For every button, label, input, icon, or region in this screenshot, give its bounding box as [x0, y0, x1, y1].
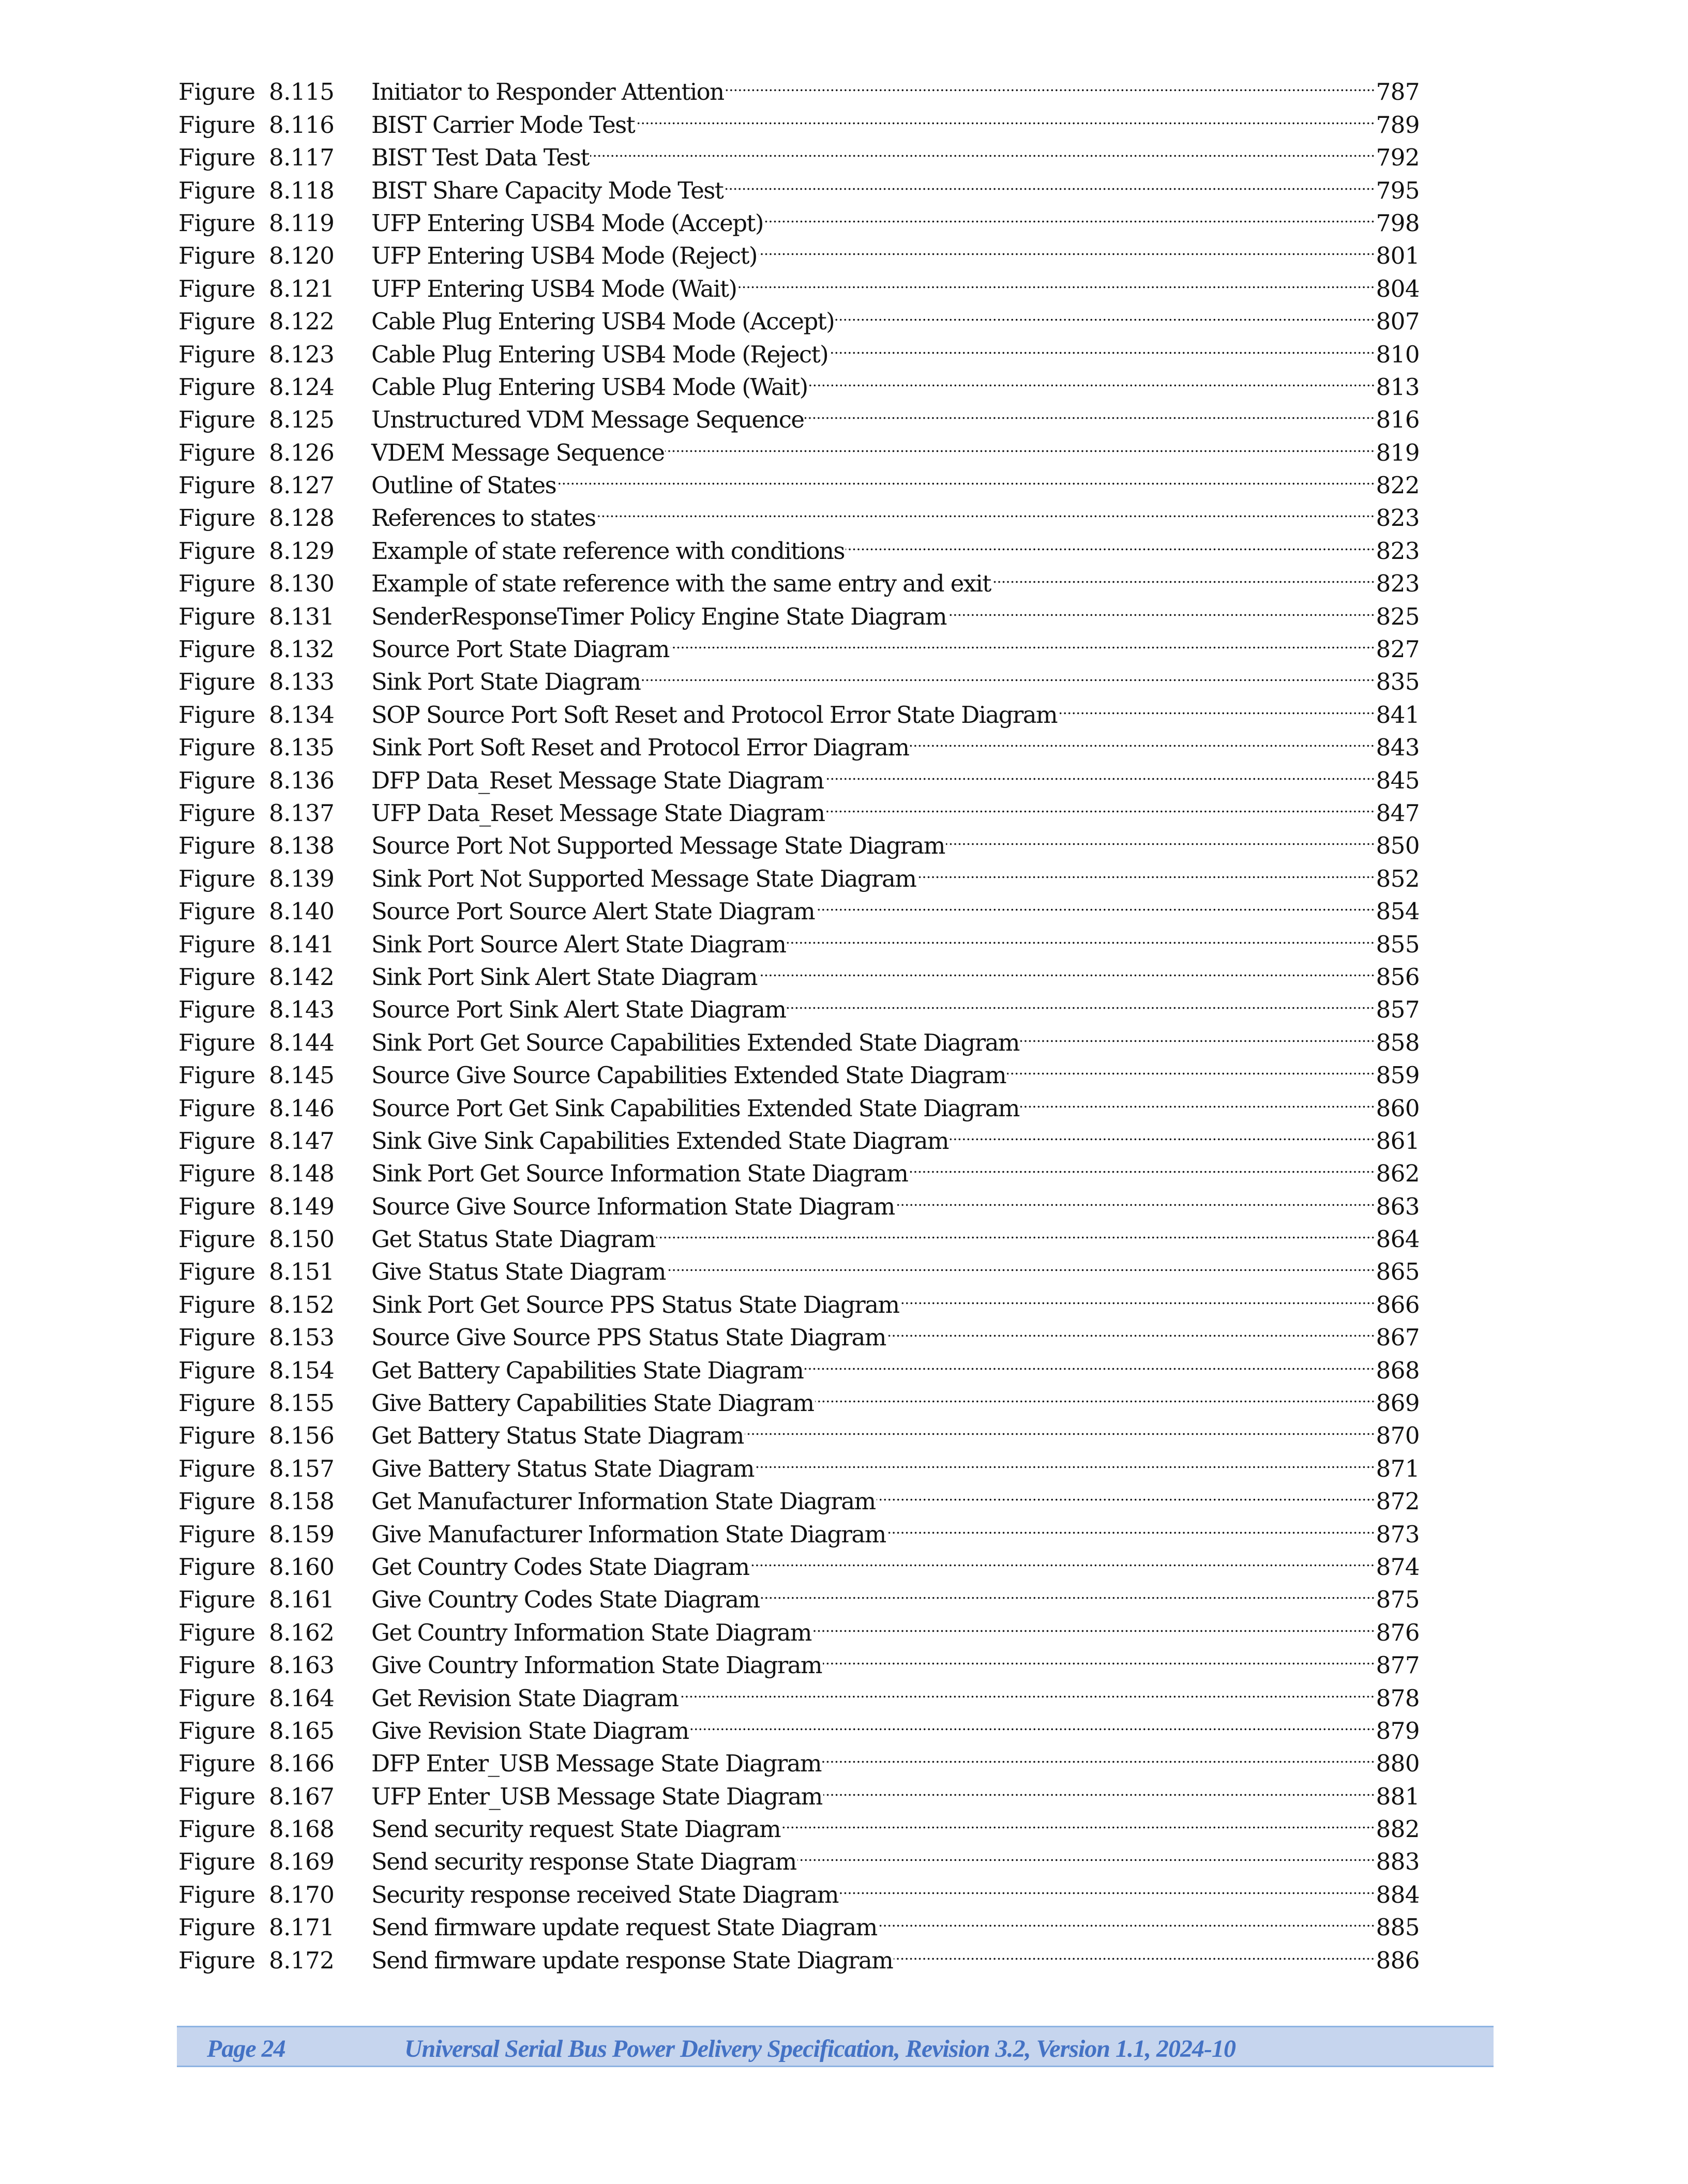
figure-number: 8.152 — [269, 1291, 335, 1318]
dot-leader — [1020, 1083, 1375, 1116]
figure-number: 8.155 — [269, 1389, 335, 1417]
dot-leader — [636, 100, 1375, 132]
page-number[interactable]: 823 — [1376, 570, 1420, 598]
figure-title[interactable]: Give Status State Diagram — [371, 1258, 666, 1286]
figure-title[interactable]: UFP Entering USB4 Mode (Reject) — [371, 242, 757, 270]
figure-title[interactable]: Example of state reference with the same entry and exit — [371, 570, 991, 598]
figure-number: 8.157 — [269, 1454, 335, 1482]
dot-leader — [764, 199, 1375, 231]
dot-leader — [822, 1739, 1375, 1771]
list-of-figures — [178, 67, 1420, 1974]
figure-label: Figure — [178, 1028, 255, 1056]
dot-leader — [787, 985, 1375, 1018]
figure-number: 8.166 — [269, 1750, 335, 1778]
figure-number: 8.148 — [269, 1160, 335, 1188]
figure-label: Figure — [178, 1094, 255, 1122]
figure-number: 8.145 — [269, 1061, 335, 1089]
page-number[interactable]: 855 — [1376, 930, 1420, 958]
page-number[interactable]: 854 — [1376, 898, 1420, 926]
figure-title[interactable]: BIST Carrier Mode Test — [371, 111, 635, 139]
page-number[interactable]: 841 — [1376, 701, 1420, 729]
dot-leader — [724, 165, 1375, 198]
page-number[interactable]: 885 — [1376, 1914, 1420, 1942]
figure-title[interactable]: Cable Plug Entering USB4 Mode (Accept) — [371, 308, 835, 336]
figure-label: Figure — [178, 766, 255, 794]
figure-label: Figure — [178, 799, 255, 827]
dot-leader — [805, 395, 1375, 428]
figure-label: Figure — [178, 1914, 255, 1942]
figure-number: 8.117 — [269, 144, 335, 172]
figure-number: 8.134 — [269, 701, 335, 729]
figure-label: Figure — [178, 144, 255, 172]
dot-leader — [1058, 690, 1375, 722]
dot-leader — [667, 1247, 1375, 1280]
dot-leader — [946, 821, 1375, 854]
figure-number: 8.141 — [269, 930, 335, 958]
page-number[interactable]: 823 — [1376, 504, 1420, 532]
figure-number: 8.119 — [269, 209, 335, 237]
figure-title[interactable]: Send security response State Diagram — [371, 1848, 796, 1876]
figure-number: 8.128 — [269, 504, 335, 532]
page-number[interactable]: 798 — [1376, 209, 1420, 237]
figure-label: Figure — [178, 1782, 255, 1810]
figure-title[interactable]: Get Country Codes State Diagram — [371, 1553, 749, 1581]
figure-number: 8.168 — [269, 1815, 335, 1843]
figure-number: 8.131 — [269, 602, 335, 630]
figure-number: 8.118 — [269, 176, 335, 204]
dot-leader — [745, 1411, 1375, 1444]
dot-leader — [809, 362, 1375, 395]
figure-number: 8.171 — [269, 1914, 335, 1942]
figure-title[interactable]: Give Country Information State Diagram — [371, 1651, 822, 1679]
dot-leader — [825, 788, 1375, 821]
figure-title[interactable]: Example of state reference with conditions — [371, 537, 845, 565]
figure-title[interactable]: UFP Enter_USB Message State Diagram — [371, 1782, 822, 1810]
figure-title[interactable]: Get Country Information State Diagram — [371, 1618, 811, 1646]
figure-title[interactable]: Source Port Get Sink Capabilities Extended State Diagram — [371, 1094, 1019, 1122]
figure-label: Figure — [178, 406, 255, 434]
figure-number: 8.136 — [269, 766, 335, 794]
page-number[interactable]: 847 — [1376, 799, 1420, 827]
dot-leader — [804, 1345, 1375, 1378]
figure-title[interactable]: Source Port State Diagram — [371, 635, 669, 663]
figure-label: Figure — [178, 1324, 255, 1352]
figure-number: 8.138 — [269, 832, 335, 860]
toc-entry[interactable] — [178, 67, 1420, 106]
figure-number: 8.154 — [269, 1356, 335, 1384]
dot-leader — [909, 1149, 1375, 1181]
page-number[interactable]: 874 — [1376, 1553, 1420, 1581]
page-number[interactable]: 876 — [1376, 1618, 1420, 1646]
figure-label: Figure — [178, 832, 255, 860]
dot-leader — [758, 952, 1375, 985]
dot-leader — [665, 428, 1375, 460]
page-number[interactable]: 801 — [1376, 242, 1420, 270]
dot-leader — [557, 461, 1375, 493]
figure-number: 8.132 — [269, 635, 335, 663]
figure-number: 8.156 — [269, 1422, 335, 1450]
dot-leader — [679, 1673, 1375, 1706]
figure-title[interactable]: Get Battery Capabilities State Diagram — [371, 1356, 804, 1384]
figure-title[interactable]: Sink Give Sink Capabilities Extended State Diagram — [371, 1127, 948, 1155]
figure-label: Figure — [178, 1422, 255, 1450]
page-number[interactable]: 879 — [1376, 1717, 1420, 1745]
dot-leader — [797, 1837, 1375, 1870]
figure-label: Figure — [178, 1291, 255, 1318]
figure-number: 8.146 — [269, 1094, 335, 1122]
figure-label: Figure — [178, 176, 255, 204]
page-number[interactable]: 861 — [1376, 1127, 1420, 1155]
page-number[interactable]: 845 — [1376, 766, 1420, 794]
figure-title[interactable]: Source Give Source Capabilities Extended State Diagram — [371, 1061, 1006, 1089]
figure-number: 8.158 — [269, 1488, 335, 1515]
figure-label: Figure — [178, 996, 255, 1024]
figure-title[interactable]: DFP Data_Reset Message State Diagram — [371, 766, 824, 794]
figure-title[interactable]: Sink Port Get Source Capabilities Extended State Diagram — [371, 1028, 1019, 1056]
dot-leader — [917, 854, 1375, 886]
page-number[interactable]: 857 — [1376, 996, 1420, 1024]
page-number[interactable]: 866 — [1376, 1291, 1420, 1318]
figure-number: 8.143 — [269, 996, 335, 1024]
figure-number: 8.163 — [269, 1651, 335, 1679]
page-number[interactable]: 822 — [1376, 472, 1420, 499]
dot-leader — [887, 1509, 1375, 1542]
figure-label: Figure — [178, 602, 255, 630]
dot-leader — [896, 1181, 1375, 1214]
figure-title[interactable]: DFP Enter_USB Message State Diagram — [371, 1750, 821, 1778]
dot-leader — [737, 264, 1375, 296]
page-number[interactable]: 875 — [1376, 1586, 1420, 1614]
figure-number: 8.129 — [269, 537, 335, 565]
figure-title[interactable]: SOP Source Port Soft Reset and Protocol Error State Diagram — [371, 701, 1058, 729]
figure-number: 8.169 — [269, 1848, 335, 1876]
figure-label: Figure — [178, 963, 255, 991]
page-number[interactable]: 858 — [1376, 1028, 1420, 1056]
page-number[interactable]: 873 — [1376, 1520, 1420, 1548]
figure-number: 8.167 — [269, 1782, 335, 1810]
figure-title[interactable]: Source Port Sink Alert State Diagram — [371, 996, 786, 1024]
figure-number: 8.120 — [269, 242, 335, 270]
figure-number: 8.160 — [269, 1553, 335, 1581]
figure-label: Figure — [178, 1750, 255, 1778]
figure-label: Figure — [178, 734, 255, 762]
dot-leader — [590, 133, 1375, 165]
page-number[interactable]: 864 — [1376, 1225, 1420, 1253]
figure-label: Figure — [178, 1356, 255, 1384]
figure-number: 8.125 — [269, 406, 335, 434]
figure-title[interactable]: Sink Port Get Source Information State Diagram — [371, 1160, 908, 1188]
dot-leader — [1020, 1018, 1375, 1050]
figure-number: 8.122 — [269, 308, 335, 336]
figure-title[interactable]: Send security request State Diagram — [371, 1815, 781, 1843]
dot-leader — [758, 231, 1375, 264]
figure-number: 8.140 — [269, 898, 335, 926]
figure-title[interactable]: Cable Plug Entering USB4 Mode (Wait) — [371, 373, 808, 401]
figure-title[interactable]: Send firmware update request State Diagram — [371, 1914, 877, 1942]
figure-number: 8.121 — [269, 275, 335, 302]
figure-title[interactable]: SenderResponseTimer Policy Engine State Diagram — [371, 602, 947, 630]
figure-number: 8.161 — [269, 1586, 335, 1614]
page-number[interactable]: 880 — [1376, 1750, 1420, 1778]
figure-number: 8.116 — [269, 111, 335, 139]
dot-leader — [878, 1903, 1375, 1935]
footer-page-number: Page 24 — [207, 2035, 285, 2062]
figure-number: 8.170 — [269, 1880, 335, 1908]
page-number[interactable]: 813 — [1376, 373, 1420, 401]
dot-leader — [725, 67, 1375, 100]
figure-label: Figure — [178, 570, 255, 598]
figure-label: Figure — [178, 668, 255, 696]
figure-number: 8.123 — [269, 340, 335, 368]
page-number[interactable]: 877 — [1376, 1651, 1420, 1679]
page-number[interactable]: 856 — [1376, 963, 1420, 991]
figure-label: Figure — [178, 865, 255, 892]
figure-label: Figure — [178, 1586, 255, 1614]
figure-title[interactable]: Sink Port Soft Reset and Protocol Error Diagram — [371, 734, 909, 762]
dot-leader — [823, 1641, 1375, 1673]
page-number[interactable]: 869 — [1376, 1389, 1420, 1417]
figure-title[interactable]: Sink Port State Diagram — [371, 668, 641, 696]
figure-label: Figure — [178, 1258, 255, 1286]
figure-label: Figure — [178, 340, 255, 368]
page-number[interactable]: 883 — [1376, 1848, 1420, 1876]
page-number[interactable]: 863 — [1376, 1192, 1420, 1220]
figure-title[interactable]: BIST Test Data Test — [371, 144, 589, 172]
figure-title[interactable]: Unstructured VDM Message Sequence — [371, 406, 804, 434]
figure-label: Figure — [178, 1848, 255, 1876]
dot-leader — [670, 625, 1375, 657]
figure-label: Figure — [178, 1651, 255, 1679]
dot-leader — [846, 526, 1375, 558]
figure-title[interactable]: Sink Port Not Supported Message State Diagram — [371, 865, 916, 892]
figure-title[interactable]: Give Country Codes State Diagram — [371, 1586, 760, 1614]
figure-label: Figure — [178, 209, 255, 237]
figure-label: Figure — [178, 242, 255, 270]
figure-title[interactable]: Source Port Not Supported Message State Diagram — [371, 832, 945, 860]
figure-title[interactable]: BIST Share Capacity Mode Test — [371, 176, 724, 204]
dot-leader — [781, 1804, 1375, 1837]
dot-leader — [761, 1575, 1375, 1607]
figure-label: Figure — [178, 898, 255, 926]
figure-label: Figure — [178, 1717, 255, 1745]
figure-number: 8.137 — [269, 799, 335, 827]
figure-label: Figure — [178, 78, 255, 106]
figure-number: 8.133 — [269, 668, 335, 696]
figure-number: 8.149 — [269, 1192, 335, 1220]
dot-leader — [750, 1542, 1375, 1575]
figure-title[interactable]: Get Manufacturer Information State Diagram — [371, 1488, 876, 1515]
figure-label: Figure — [178, 373, 255, 401]
figure-label: Figure — [178, 504, 255, 532]
page-number[interactable]: 810 — [1376, 340, 1420, 368]
figure-label: Figure — [178, 701, 255, 729]
dot-leader — [910, 723, 1375, 755]
dot-leader — [835, 297, 1375, 329]
figure-number: 8.144 — [269, 1028, 335, 1056]
figure-title[interactable]: VDEM Message Sequence — [371, 438, 665, 466]
figure-title[interactable]: Source Give Source PPS Status State Diagram — [371, 1324, 886, 1352]
figure-title[interactable]: Sink Port Get Source PPS Status State Diagram — [371, 1291, 899, 1318]
figure-label: Figure — [178, 111, 255, 139]
figure-label: Figure — [178, 472, 255, 499]
dot-leader — [596, 493, 1375, 526]
page-number[interactable]: 823 — [1376, 537, 1420, 565]
dot-leader — [839, 1870, 1375, 1902]
figure-number: 8.159 — [269, 1520, 335, 1548]
figure-number: 8.124 — [269, 373, 335, 401]
figure-title[interactable]: UFP Entering USB4 Mode (Accept) — [371, 209, 763, 237]
page-number[interactable]: 804 — [1376, 275, 1420, 302]
figure-label: Figure — [178, 537, 255, 565]
figure-label: Figure — [178, 1520, 255, 1548]
figure-label: Figure — [178, 1618, 255, 1646]
figure-label: Figure — [178, 1815, 255, 1843]
page-number[interactable]: 852 — [1376, 865, 1420, 892]
figure-number: 8.151 — [269, 1258, 335, 1286]
dot-leader — [900, 1280, 1375, 1312]
page-number[interactable]: 860 — [1376, 1094, 1420, 1122]
page-number[interactable]: 827 — [1376, 635, 1420, 663]
figure-number: 8.162 — [269, 1618, 335, 1646]
page-number[interactable]: 835 — [1376, 668, 1420, 696]
footer-document-title: Universal Serial Bus Power Delivery Specification, Revision 3.2, Version 1.1, 2024-10 — [404, 2035, 1235, 2062]
figure-title[interactable]: UFP Data_Reset Message State Diagram — [371, 799, 825, 827]
figure-number: 8.153 — [269, 1324, 335, 1352]
figure-title[interactable]: Cable Plug Entering USB4 Mode (Reject) — [371, 340, 828, 368]
figure-label: Figure — [178, 930, 255, 958]
page-number[interactable]: 868 — [1376, 1356, 1420, 1384]
dot-leader — [816, 887, 1375, 919]
figure-number: 8.130 — [269, 570, 335, 598]
figure-title[interactable]: Sink Port Source Alert State Diagram — [371, 930, 786, 958]
figure-label: Figure — [178, 1488, 255, 1515]
figure-number: 8.135 — [269, 734, 335, 762]
figure-label: Figure — [178, 275, 255, 302]
page-number[interactable]: 872 — [1376, 1488, 1420, 1515]
figure-label: Figure — [178, 635, 255, 663]
figure-title[interactable]: UFP Entering USB4 Mode (Wait) — [371, 275, 737, 302]
page-number[interactable]: 859 — [1376, 1061, 1420, 1089]
figure-number: 8.150 — [269, 1225, 335, 1253]
page-number[interactable]: 816 — [1376, 406, 1420, 434]
page-number[interactable]: 792 — [1376, 144, 1420, 172]
dot-leader — [947, 592, 1375, 624]
figure-label: Figure — [178, 1061, 255, 1089]
page-number[interactable]: 787 — [1376, 78, 1420, 106]
figure-title[interactable]: Source Port Source Alert State Diagram — [371, 898, 815, 926]
page-number[interactable]: 884 — [1376, 1880, 1420, 1908]
figure-number: 8.147 — [269, 1127, 335, 1155]
dot-leader — [823, 1771, 1375, 1804]
figure-title[interactable]: Give Manufacturer Information State Diagram — [371, 1520, 886, 1548]
dot-leader — [950, 1116, 1375, 1149]
page-number[interactable]: 862 — [1376, 1160, 1420, 1188]
dot-leader — [877, 1477, 1375, 1509]
figure-label: Figure — [178, 1553, 255, 1581]
page-number[interactable]: 819 — [1376, 438, 1420, 466]
page-number[interactable]: 843 — [1376, 734, 1420, 762]
page-number[interactable]: 871 — [1376, 1454, 1420, 1482]
figure-label: Figure — [178, 1684, 255, 1712]
dot-leader — [656, 1215, 1375, 1247]
figure-title[interactable]: Source Give Source Information State Diagram — [371, 1192, 895, 1220]
page-number[interactable]: 850 — [1376, 832, 1420, 860]
figure-title[interactable]: Get Revision State Diagram — [371, 1684, 679, 1712]
page-footer — [177, 2026, 1494, 2067]
figure-label: Figure — [178, 1454, 255, 1482]
figure-title[interactable]: Sink Port Sink Alert State Diagram — [371, 963, 757, 991]
page-number[interactable]: 807 — [1376, 308, 1420, 336]
figure-title[interactable]: Give Battery Capabilities State Diagram — [371, 1389, 814, 1417]
dot-leader — [992, 559, 1375, 592]
dot-leader — [887, 1313, 1375, 1345]
dot-leader — [815, 1378, 1375, 1411]
page-number[interactable]: 886 — [1376, 1946, 1420, 1974]
figure-label: Figure — [178, 1880, 255, 1908]
dot-leader — [641, 657, 1375, 690]
figure-number: 8.139 — [269, 865, 335, 892]
figure-number: 8.115 — [269, 78, 335, 106]
figure-title[interactable]: Send firmware update response State Diagram — [371, 1946, 893, 1974]
figure-title[interactable]: Initiator to Responder Attention — [371, 78, 724, 106]
figure-number: 8.164 — [269, 1684, 335, 1712]
figure-title[interactable]: Get Battery Status State Diagram — [371, 1422, 744, 1450]
page-number[interactable]: 825 — [1376, 602, 1420, 630]
figure-number: 8.165 — [269, 1717, 335, 1745]
page-number[interactable]: 865 — [1376, 1258, 1420, 1286]
figure-label: Figure — [178, 1946, 255, 1974]
page-number[interactable]: 878 — [1376, 1684, 1420, 1712]
figure-label: Figure — [178, 438, 255, 466]
figure-number: 8.126 — [269, 438, 335, 466]
figure-label: Figure — [178, 308, 255, 336]
figure-title[interactable]: Get Status State Diagram — [371, 1225, 655, 1253]
dot-leader — [755, 1444, 1375, 1476]
dot-leader — [787, 919, 1375, 952]
page-number[interactable]: 882 — [1376, 1815, 1420, 1843]
dot-leader — [894, 1935, 1375, 1968]
figure-title[interactable]: Give Revision State Diagram — [371, 1717, 689, 1745]
page-number[interactable]: 789 — [1376, 111, 1420, 139]
page-number[interactable]: 870 — [1376, 1422, 1420, 1450]
figure-label: Figure — [178, 1225, 255, 1253]
figure-title[interactable]: Security response received State Diagram — [371, 1880, 838, 1908]
figure-label: Figure — [178, 1389, 255, 1417]
figure-label: Figure — [178, 1192, 255, 1220]
figure-number: 8.127 — [269, 472, 335, 499]
figure-number: 8.142 — [269, 963, 335, 991]
figure-number: 8.172 — [269, 1946, 335, 1974]
dot-leader — [812, 1607, 1375, 1640]
page-number[interactable]: 867 — [1376, 1324, 1420, 1352]
figure-label: Figure — [178, 1127, 255, 1155]
dot-leader — [829, 329, 1375, 362]
dot-leader — [1007, 1051, 1375, 1083]
dot-leader — [825, 755, 1375, 788]
page-number[interactable]: 795 — [1376, 176, 1420, 204]
figure-label: Figure — [178, 1160, 255, 1188]
figure-title[interactable]: Give Battery Status State Diagram — [371, 1454, 754, 1482]
page-number[interactable]: 881 — [1376, 1782, 1420, 1810]
figure-title[interactable]: References to states — [371, 504, 596, 532]
figure-title[interactable]: Outline of States — [371, 472, 556, 499]
dot-leader — [690, 1706, 1375, 1739]
